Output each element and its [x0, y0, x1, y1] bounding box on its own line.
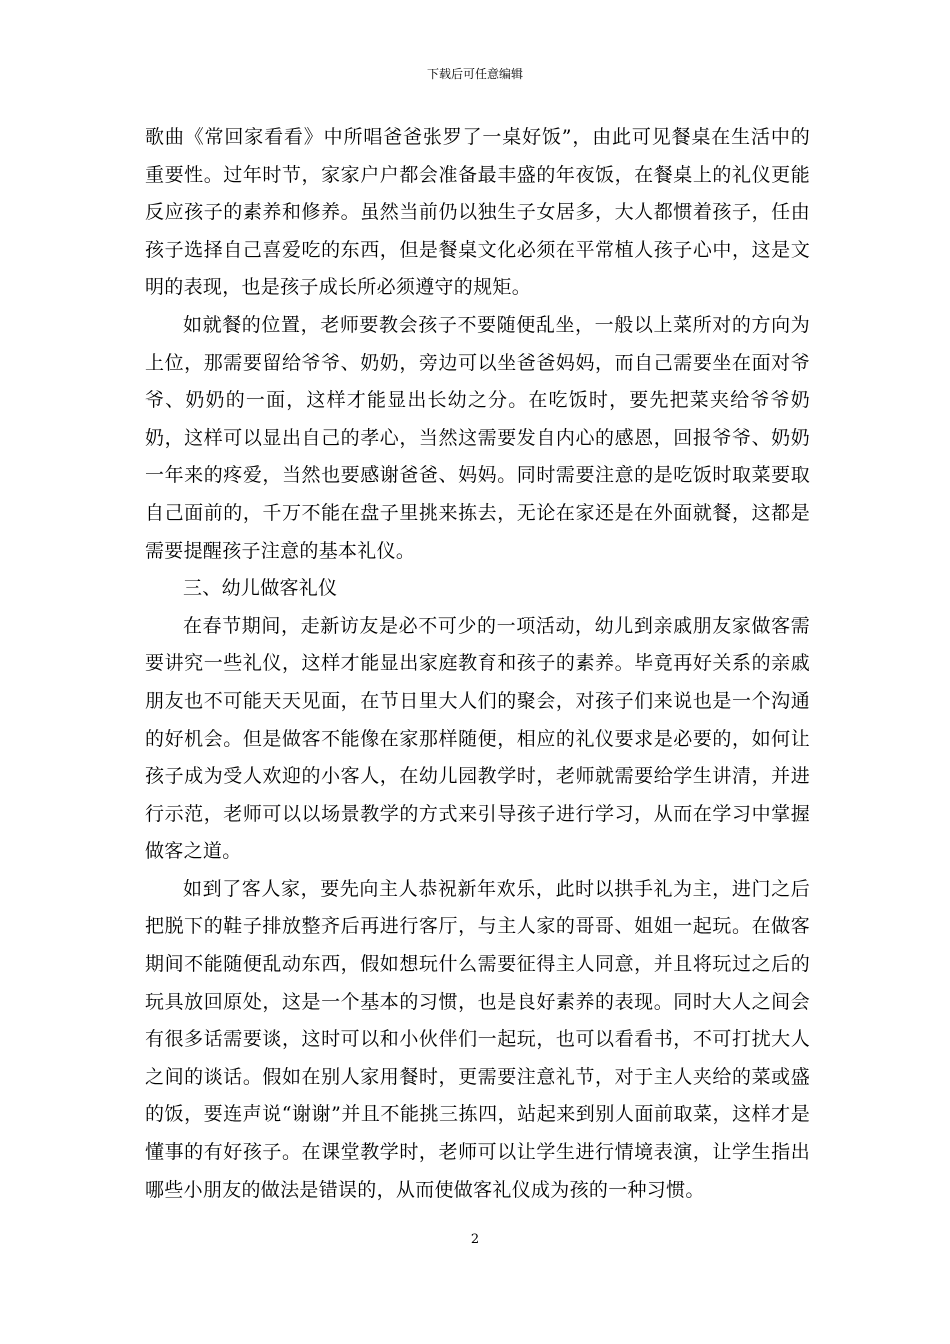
paragraph-visiting-details: 如到了客人家，要先向主人恭祝新年欢乐，此时以拱手礼为主，进门之后把脱下的鞋子排放整齐后再进行客厅，与主人家的哥哥、姐姐一起玩。在做客期间不能随便乱动东西，假如想玩什么需要征得主人同意，并且将玩过之后的玩具放回原处，这是一个基本的习惯，也是良好素养的表现。同时大人之间会有很多话需要谈，这时可以和小伙伴们一起玩，也可以看看书，不可打扰大人之间的谈话。假如在别人家用餐时，更需要注意礼节，对于主人夹给的菜或盛的饭，要连声说“谢谢”并且不能挑三拣四，站起来到别人面前取菜，这样才是懂事的有好孩子。在课堂教学时，老师可以让学生进行情境表演，让学生指出哪些小朋友的做法是错误的，从而使做客礼仪成为孩的一种习惯。	[145, 877, 810, 1201]
section-heading: 三、幼儿做客礼仪	[183, 577, 338, 600]
document-body	[145, 119, 810, 1209]
paragraph-visiting-intro: 在春节期间，走新访友是必不可少的一项活动，幼儿到亲戚朋友家做客需要讲究一些礼仪，这样才能显出家庭教育和孩子的素养。毕竟再好关系的亲戚朋友也不可能天天见面，在节日里大人们的聚会，对孩子们来说也是一个沟通的好机会。但是做客不能像在家那样随便，相应的礼仪要求是必要的，如何让孩子成为受人欢迎的小客人，在幼儿园教学时，老师就需要给学生讲清，并进行示范，老师可以以场景教学的方式来引导孩子进行学习，从而在学习中掌握做客之道。	[145, 614, 810, 863]
paragraph-continuation: 歌曲《常回家看看》中所唱爸爸张罗了一桌好饭”，由此可见餐桌在生活中的重要性。过年时节，家家户户都会准备最丰盛的年夜饭，在餐桌上的礼仪更能反应孩子的素养和修养。虽然当前仍以独生子女居多，大人都惯着孩子，任由孩子选择自己喜爱吃的东西，但是餐桌文化必须在平常植人孩子心中，这是文明的表现，也是孩子成长所必须遵守的规矩。	[145, 126, 810, 299]
paragraph-seating-etiquette: 如就餐的位置，老师要教会孩子不要随便乱坐，一般以上菜所对的方向为上位，那需要留给爷爷、奶奶，旁边可以坐爸爸妈妈，而自己需要坐在面对爷爷、奶奶的一面，这样才能显出长幼之分。在吃饭时，要先把菜夹给爷爷奶奶，这样可以显出自己的孝心，当然这需要发自内心的感恩，回报爷爷、奶奶一年来的疼爱，当然也要感谢爸爸、妈妈。同时需要注意的是吃饭时取菜要取自己面前的，千万不能在盘子里挑来拣去，无论在家还是在外面就餐，这都是需要提醒孩子注意的基本礼仪。	[145, 313, 810, 562]
page-number: 2	[470, 1232, 480, 1247]
page-header: 下载后可任意编辑	[426, 67, 523, 81]
